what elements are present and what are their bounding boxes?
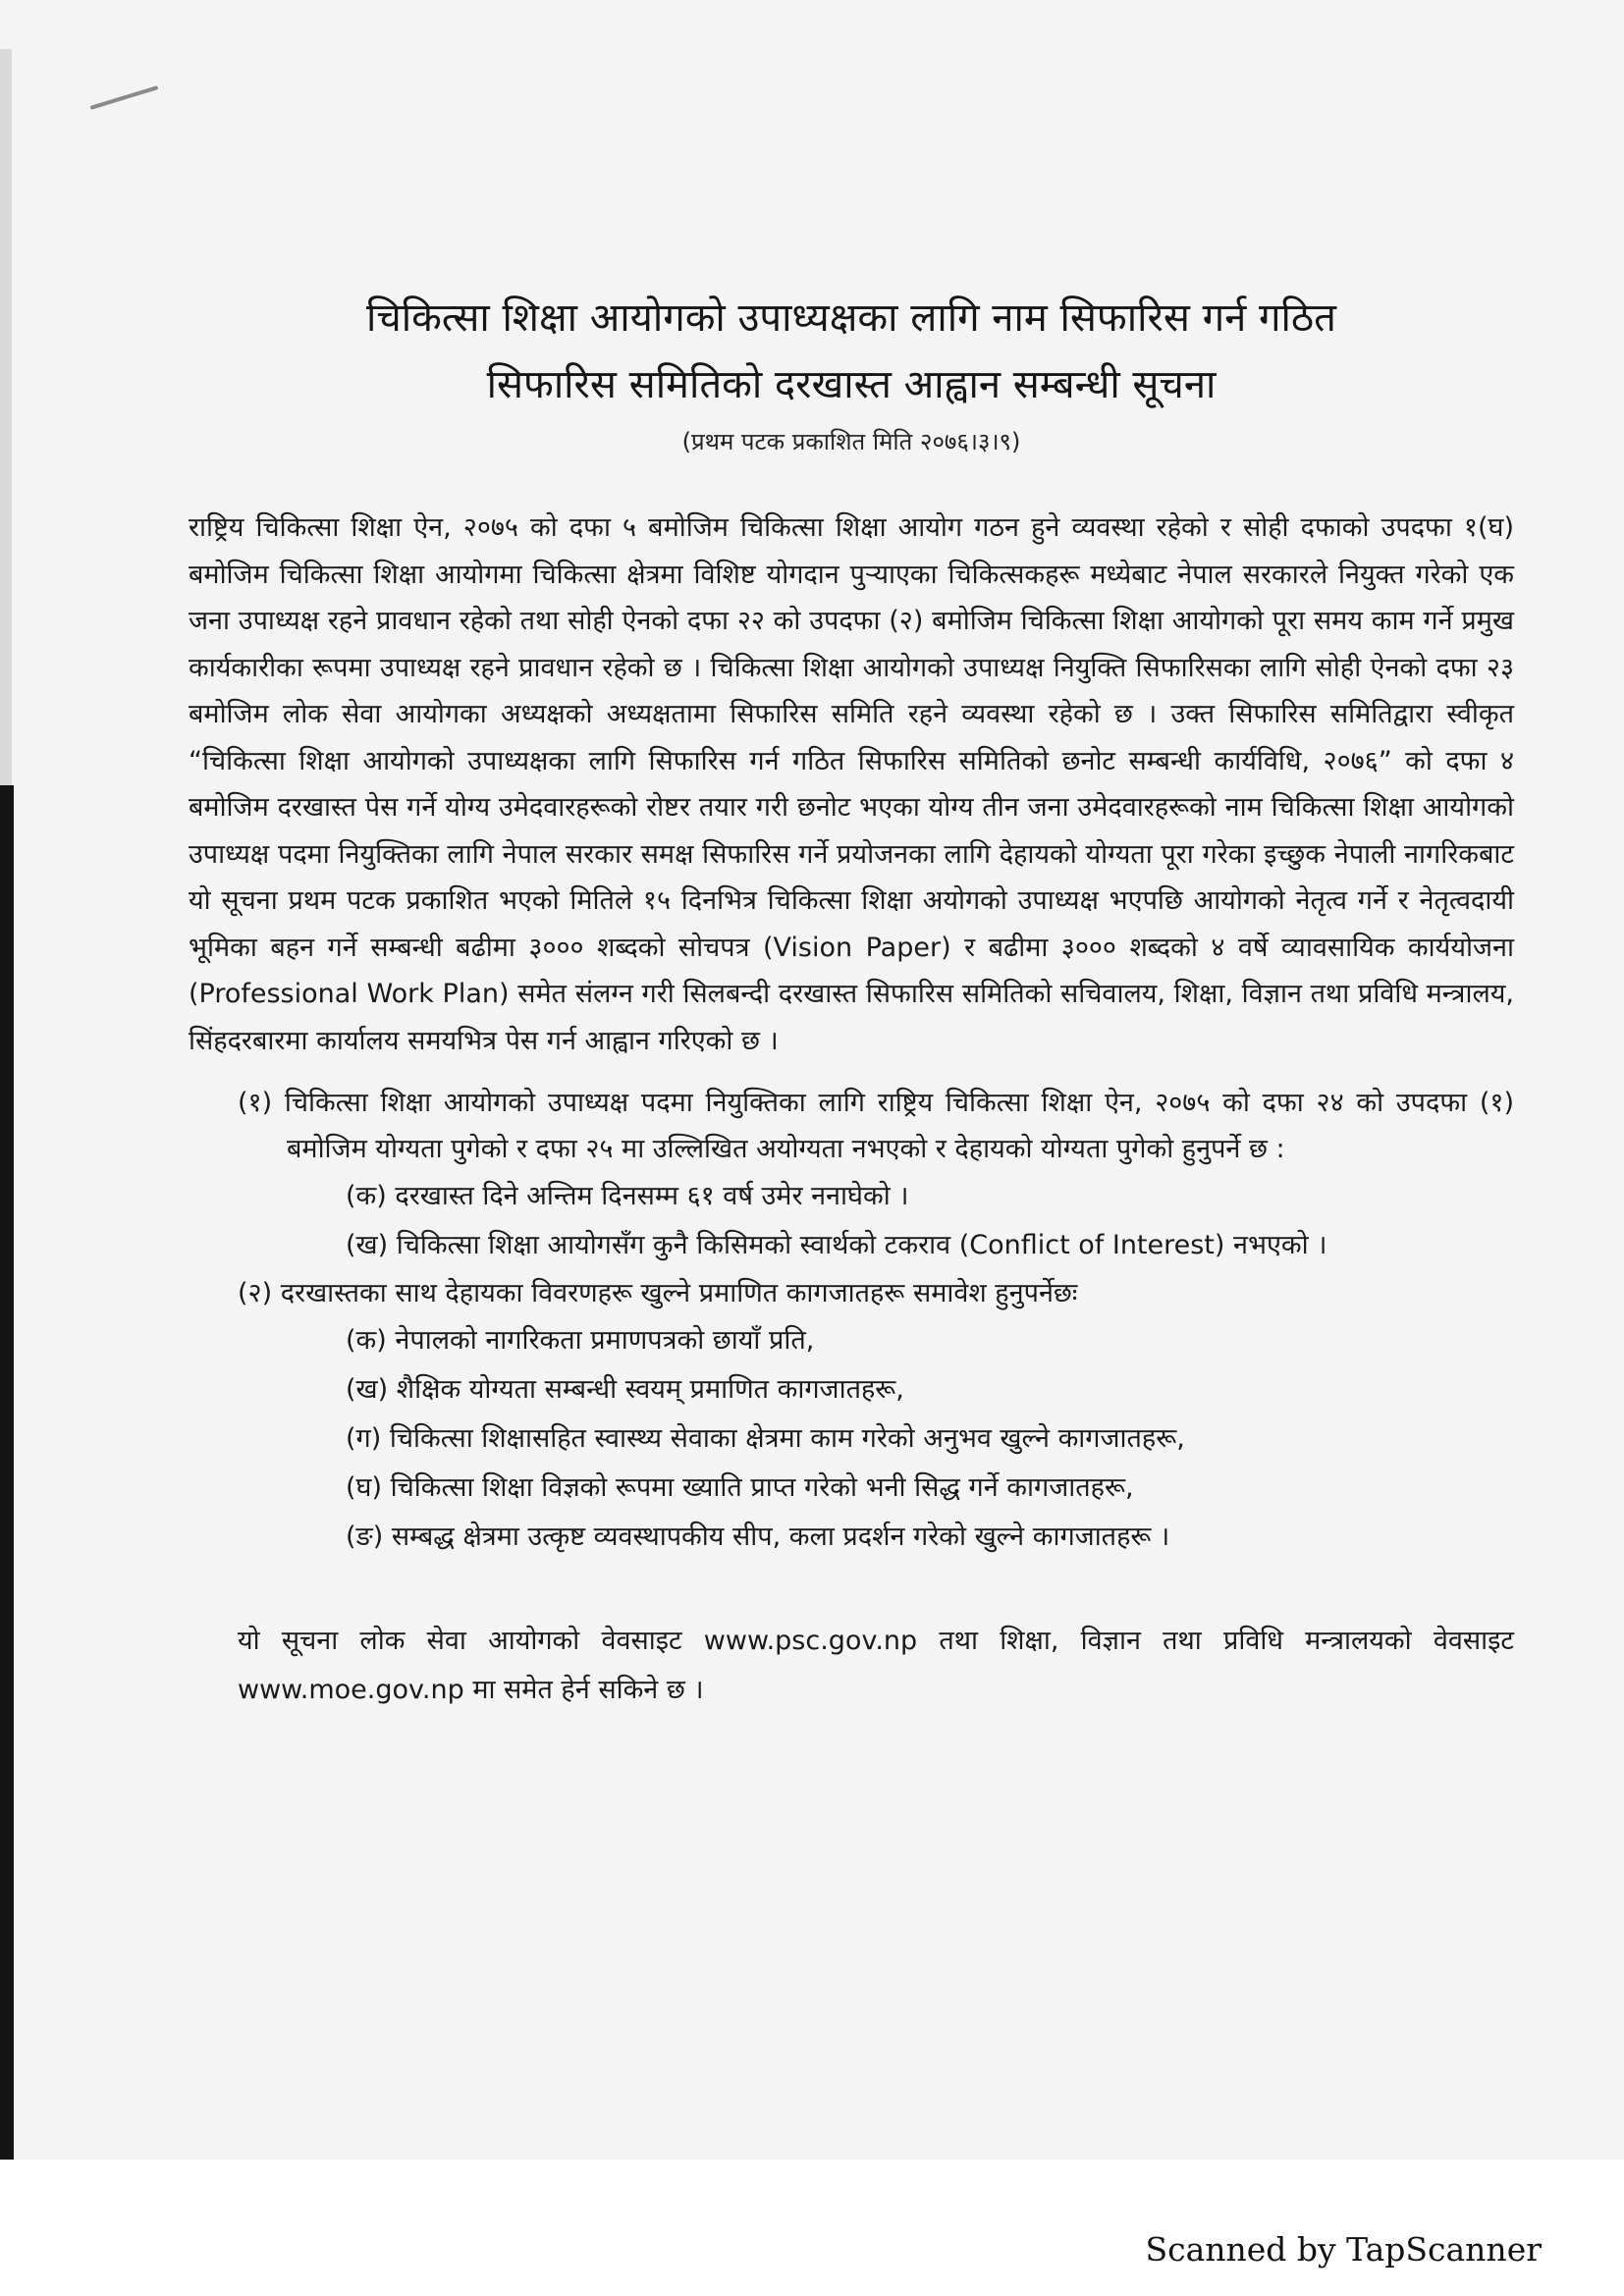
requirements-list [189, 1080, 1514, 1562]
requirement-sub-item: (घ) चिकित्सा शिक्षा विज्ञको रूपमा ख्याति प्राप्त गरेको भनी सिद्ध गर्ने कागजातहरू, [346, 1472, 1134, 1503]
requirement-sub-list [287, 1172, 1514, 1270]
requirement-sub-item: (क) दरखास्त दिने अन्तिम दिनसम्म ६१ वर्ष उमेर ननाघेको । [346, 1181, 909, 1211]
requirement-sub-item: (क) नेपालको नागरिकता प्रमाणपत्रको छायाँ प्रति, [346, 1325, 815, 1356]
published-date: (प्रथम पटक प्रकाशित मिति २०७६।३।९) [681, 428, 1021, 455]
scan-shadow [0, 785, 14, 2160]
notice-title [189, 285, 1514, 418]
notice-title-line-2: सिफारिस समितिको दरखास्त आह्वान सम्बन्धी सूचना [486, 362, 1217, 407]
requirement-sub-item: (ख) चिकित्सा शिक्षा आयोगसँग कुनै किसिमको स्वार्थको टकराव (Conflict of Interest) नभएको । [346, 1230, 1327, 1260]
requirement-item [238, 1080, 1514, 1270]
requirement-sub-item: (ग) चिकित्सा शिक्षासहित स्वास्थ्य सेवाका क्षेत्रमा काम गरेको अनुभव खुल्ने कागजातहरू, [346, 1423, 1185, 1454]
notice-body: राष्ट्रिय चिकित्सा शिक्षा ऐन, २०७५ को दफा ५ बमोजिम चिकित्सा शिक्षा आयोग गठन हुने व्यवस्था रहेको र सोही दफाको उपदफा १(घ) बमोजिम चिकित्सा शिक्षा आयोगमा चिकित्सा क्षेत्रमा विशिष्ट योगदान पुऱ्याएका चिकित्सकहरू मध्येबाट नेपाल सरकारले नियुक्त गरेको एक जना उपाध्यक्ष रहने प्रावधान रहेको तथा सोही ऐनको दफा २२ को उपदफा (२) बमोजिम चिकित्सा शिक्षा आयोगको पूरा समय काम गर्ने प्रमुख कार्यकारीका रूपमा उपाध्यक्ष रहने प्रावधान रहेको छ । चिकित्सा शिक्षा आयोगको उपाध्यक्ष नियुक्ति सिफारिसका लागि सोही ऐनको दफा २३ बमोजिम लोक सेवा आयोगका अध्यक्षको अध्यक्षतामा सिफारिस समिति रहने व्यवस्था रहेको छ । उक्त सिफारिस समितिद्वारा स्वीकृत “चिकित्सा शिक्षा आयोगको उपाध्यक्षका लागि सिफारिस गर्न गठित सिफारिस समितिको छनोट सम्बन्धी कार्यविधि, २०७६” को दफा ४ बमोजिम दरखास्त पेस गर्ने योग्य उमेदवारहरूको रोष्टर तयार गरी छनोट भएका योग्य तीन जना उमेदवारहरूको नाम चिकित्सा शिक्षा आयोगको उपाध्यक्ष पदमा नियुक्तिका लागि नेपाल सरकार समक्ष सिफारिस गर्ने प्रयोजनका लागि देहायको योग्यता पूरा गरेका इच्छुक नेपाली नागरिकबाट यो सूचना प्रथम पटक प्रकाशित भएको मितिले १५ दिनभित्र चिकित्सा शिक्षा अयोगको उपाध्यक्ष भएपछि आयोगको नेतृत्व गर्ने र नेतृत्वदायी भूमिका बहन गर्ने सम्बन्धी बढीमा ३००० शब्दको सोचपत्र (Vision Paper) र बढीमा ३००० शब्दको ४ वर्षे व्यावसायिक कार्ययोजना (Professional Work Plan) समेत संलग्न गरी सिलबन्दी दरखास्त सिफारिस समितिको सचिवालय, शिक्षा, विज्ञान तथा प्रविधि मन्त्रालय, सिंहदरबारमा कार्यालय समयभित्र पेस गर्न आह्वान गरिएको छ । [189, 512, 1514, 1056]
scanner-watermark: Scanned by TapScanner [1145, 2230, 1542, 2269]
notice-document [189, 285, 1514, 1715]
notice-footer: यो सूचना लोक सेवा आयोगको वेवसाइट www.psc.gov.np तथा शिक्षा, विज्ञान तथा प्रविधि मन्त्रालयको वेवसाइट www.moe.gov.np मा समेत हेर्न सकिने छ । [238, 1626, 1514, 1705]
requirement-sub-list [287, 1316, 1514, 1562]
requirement-sub-item: (ख) शैक्षिक योग्यता सम्बन्धी स्वयम् प्रमाणित कागजातहरू, [346, 1374, 904, 1405]
notice-title-line-1: चिकित्सा शिक्षा आयोगको उपाध्यक्षका लागि नाम सिफारिस गर्न गठित [366, 295, 1336, 341]
requirement-text: (२) दरखास्तका साथ देहायका विवरणहरू खुल्ने प्रमाणित कागजातहरू समावेश हुनुपर्नेछः [238, 1278, 1078, 1308]
requirement-item [238, 1270, 1514, 1562]
requirement-text: (१) चिकित्सा शिक्षा आयोगको उपाध्यक्ष पदमा नियुक्तिका लागि राष्ट्रिय चिकित्सा शिक्षा ऐन, २०७५ को दफा २४ को उपदफा (१) बमोजिम योग्यता पुगेको र दफा २५ मा उल्लिखित अयोग्यता नभएको र देहायको योग्यता पुगेको हुनुपर्ने छ : [238, 1088, 1514, 1164]
requirement-sub-item: (ङ) सम्बद्ध क्षेत्रमा उत्कृष्ट व्यवस्थापकीय सीप, कला प्रदर्शन गरेको खुल्ने कागजातहरू । [346, 1522, 1170, 1552]
